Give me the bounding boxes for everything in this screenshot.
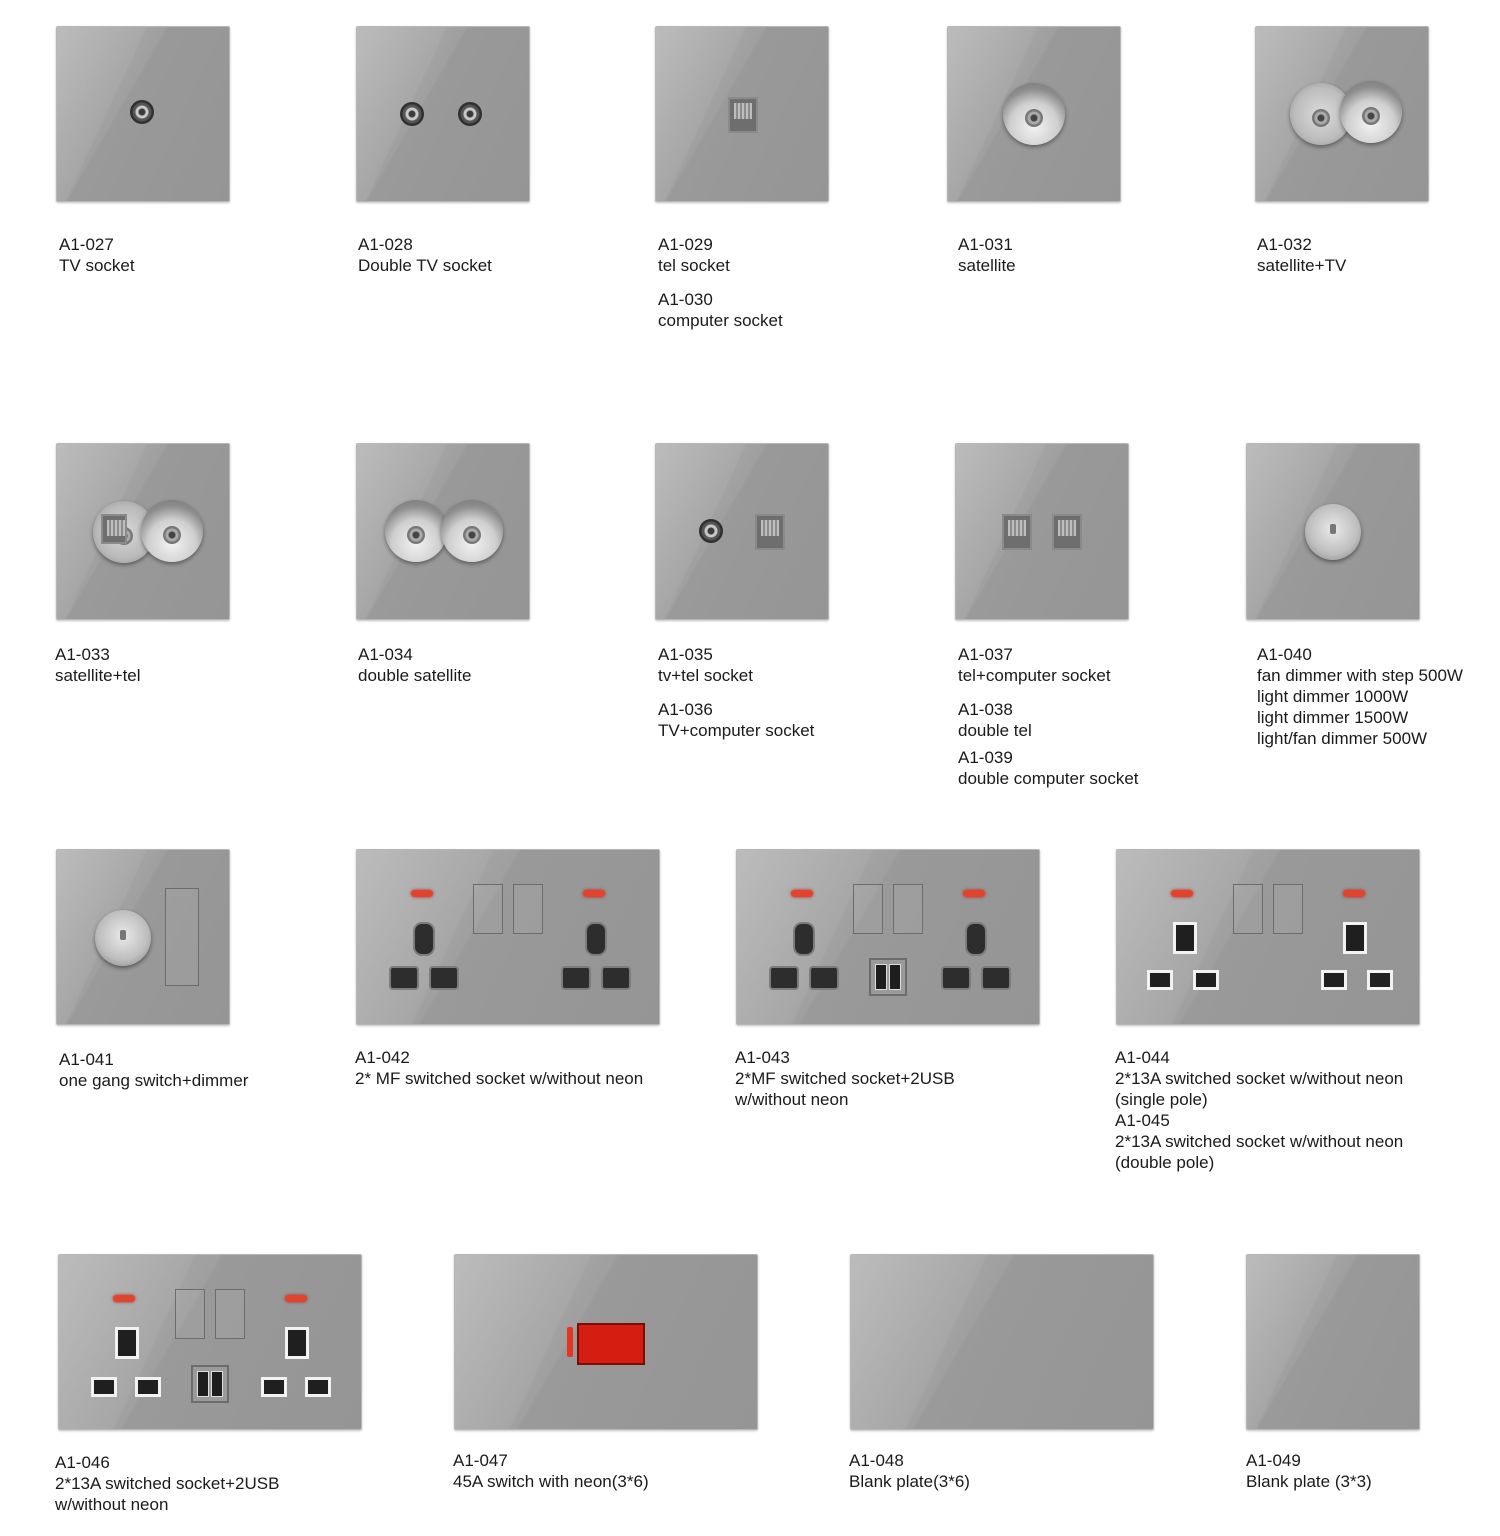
mf-socket-left xyxy=(405,922,439,956)
neon-indicator-right xyxy=(1343,890,1365,897)
product-code: A1-038 xyxy=(958,700,1013,719)
plate-a1-042 xyxy=(356,849,660,1025)
caption-a1-042 xyxy=(355,1047,643,1089)
plate-a1-049 xyxy=(1246,1254,1420,1430)
uk-neutral-pin xyxy=(1367,970,1393,990)
tv-coax-port xyxy=(130,100,154,124)
product-desc: double computer socket xyxy=(958,769,1139,788)
product-desc: 45A switch with neon(3*6) xyxy=(453,1472,649,1491)
plate-a1-028 xyxy=(356,26,530,202)
neon-indicator-right xyxy=(583,890,605,897)
plate-a1-027 xyxy=(56,26,230,202)
caption-a1-032 xyxy=(1257,234,1346,276)
product-desc: satellite xyxy=(958,256,1016,275)
product-desc: (single pole) xyxy=(1115,1090,1208,1109)
rocker-switch-left xyxy=(175,1289,205,1339)
product-desc: computer socket xyxy=(658,311,783,330)
mf-pin xyxy=(941,966,971,990)
mf-socket-left xyxy=(785,922,819,956)
rj-port xyxy=(755,514,785,550)
neon-indicator-left xyxy=(1171,890,1193,897)
product-desc: 2*MF switched socket+2USB xyxy=(735,1069,955,1088)
caption-a1-041 xyxy=(59,1049,248,1091)
red-45a-switch xyxy=(577,1323,645,1365)
plate-a1-029 xyxy=(655,26,829,202)
mf-socket-right xyxy=(577,922,611,956)
rocker-switch-right xyxy=(1273,884,1303,934)
product-code: A1-047 xyxy=(453,1451,508,1470)
usb-ports xyxy=(869,958,907,996)
product-code: A1-041 xyxy=(59,1050,114,1069)
product-desc: Double TV socket xyxy=(358,256,492,275)
caption-a1-029 xyxy=(658,234,783,331)
tel-rj-port xyxy=(101,514,127,544)
neon-indicator xyxy=(567,1327,573,1357)
plate-a1-048 xyxy=(850,1254,1154,1430)
product-desc: 2*13A switched socket+2USB xyxy=(55,1474,280,1493)
caption-a1-031 xyxy=(958,234,1016,276)
uk-earth-pin-right xyxy=(1343,922,1367,954)
product-code: A1-031 xyxy=(958,235,1013,254)
uk-earth-pin-right xyxy=(285,1327,309,1359)
product-code: A1-039 xyxy=(958,748,1013,767)
product-code: A1-027 xyxy=(59,235,114,254)
product-desc: TV socket xyxy=(59,256,135,275)
caption-a1-043 xyxy=(735,1047,955,1110)
satellite-dome-port xyxy=(1003,83,1065,145)
neon-indicator-right xyxy=(285,1295,307,1302)
uk-earth-pin-left xyxy=(1173,922,1197,954)
product-desc: TV+computer socket xyxy=(658,721,815,740)
product-code: A1-036 xyxy=(658,700,713,719)
mf-pin xyxy=(809,966,839,990)
caption-a1-047 xyxy=(453,1450,649,1492)
caption-a1-033 xyxy=(55,644,141,686)
uk-live-pin xyxy=(1147,970,1173,990)
product-desc: tel+computer socket xyxy=(958,666,1111,685)
mf-pin xyxy=(429,966,459,990)
plate-a1-035 xyxy=(655,443,829,620)
product-code: A1-037 xyxy=(958,645,1013,664)
product-code: A1-030 xyxy=(658,290,713,309)
tv-coax-port xyxy=(699,519,723,543)
mf-pin xyxy=(389,966,419,990)
tv-coax-port-right xyxy=(458,102,482,126)
rj-port-left xyxy=(1002,514,1032,550)
product-code: A1-046 xyxy=(55,1453,110,1472)
plate-a1-046 xyxy=(58,1254,362,1430)
product-desc: satellite+tel xyxy=(55,666,141,685)
product-code: A1-048 xyxy=(849,1451,904,1470)
product-desc: w/without neon xyxy=(735,1090,849,1109)
uk-earth-pin-left xyxy=(115,1327,139,1359)
caption-a1-027 xyxy=(59,234,135,276)
usb-ports xyxy=(191,1365,229,1403)
rj-port xyxy=(728,97,758,133)
plate-a1-031 xyxy=(947,26,1121,202)
product-code: A1-028 xyxy=(358,235,413,254)
caption-a1-028 xyxy=(358,234,492,276)
product-code: A1-045 xyxy=(1115,1111,1170,1130)
uk-neutral-pin xyxy=(1193,970,1219,990)
neon-indicator-right xyxy=(963,890,985,897)
dimmer-knob xyxy=(1305,504,1361,560)
product-desc: (double pole) xyxy=(1115,1153,1215,1172)
product-desc: satellite+TV xyxy=(1257,256,1347,275)
product-code: A1-040 xyxy=(1257,645,1312,664)
product-code: A1-035 xyxy=(658,645,713,664)
mf-socket-right xyxy=(957,922,991,956)
product-desc: light/fan dimmer 500W xyxy=(1257,729,1428,748)
product-desc: double tel xyxy=(958,721,1032,740)
satellite-dome-port-left xyxy=(385,500,447,562)
satellite-dome-port xyxy=(1340,81,1402,143)
rocker-switch-right xyxy=(513,884,543,934)
uk-live-pin xyxy=(91,1377,117,1397)
caption-a1-040 xyxy=(1257,644,1463,749)
uk-neutral-pin xyxy=(305,1377,331,1397)
product-desc: fan dimmer with step 500W xyxy=(1257,666,1463,685)
plate-a1-033 xyxy=(56,443,230,620)
product-code: A1-033 xyxy=(55,645,110,664)
product-desc: double satellite xyxy=(358,666,472,685)
product-code: A1-049 xyxy=(1246,1451,1301,1470)
plate-a1-034 xyxy=(356,443,530,620)
caption-a1-037 xyxy=(958,644,1139,789)
uk-neutral-pin xyxy=(135,1377,161,1397)
caption-a1-049 xyxy=(1246,1450,1372,1492)
caption-a1-035 xyxy=(658,644,814,741)
uk-live-pin xyxy=(261,1377,287,1397)
plate-a1-037 xyxy=(955,443,1129,620)
mf-pin xyxy=(981,966,1011,990)
rocker-switch xyxy=(165,888,199,986)
product-desc: one gang switch+dimmer xyxy=(59,1071,249,1090)
plate-a1-032 xyxy=(1255,26,1429,202)
neon-indicator-left xyxy=(411,890,433,897)
caption-a1-046 xyxy=(55,1452,279,1515)
plate-a1-047 xyxy=(454,1254,758,1430)
product-code: A1-044 xyxy=(1115,1048,1170,1067)
tv-coax-port-left xyxy=(400,102,424,126)
rocker-switch-left xyxy=(473,884,503,934)
product-desc: 2* MF switched socket w/without neon xyxy=(355,1069,644,1088)
rocker-switch-right xyxy=(215,1289,245,1339)
rocker-switch-left xyxy=(853,884,883,934)
mf-pin xyxy=(561,966,591,990)
neon-indicator-left xyxy=(791,890,813,897)
plate-a1-043 xyxy=(736,849,1040,1025)
neon-indicator-left xyxy=(113,1295,135,1302)
caption-a1-044 xyxy=(1115,1047,1403,1173)
product-code: A1-032 xyxy=(1257,235,1312,254)
caption-a1-048 xyxy=(849,1450,970,1492)
caption-a1-034 xyxy=(358,644,471,686)
rj-port-right xyxy=(1052,514,1082,550)
uk-live-pin xyxy=(1321,970,1347,990)
plate-a1-044 xyxy=(1116,849,1420,1025)
product-desc: w/without neon xyxy=(55,1495,169,1514)
product-desc: tel socket xyxy=(658,256,730,275)
product-code: A1-034 xyxy=(358,645,413,664)
satellite-dome-port xyxy=(141,500,203,562)
rocker-switch-left xyxy=(1233,884,1263,934)
product-desc: tv+tel socket xyxy=(658,666,753,685)
product-desc: Blank plate(3*6) xyxy=(849,1472,970,1491)
plate-a1-040 xyxy=(1246,443,1420,620)
mf-pin xyxy=(601,966,631,990)
dimmer-knob xyxy=(95,910,151,966)
product-code: A1-043 xyxy=(735,1048,790,1067)
product-code: A1-042 xyxy=(355,1048,410,1067)
product-desc: 2*13A switched socket w/without neon xyxy=(1115,1132,1404,1151)
satellite-dome-port-right xyxy=(441,500,503,562)
product-desc: light dimmer 1500W xyxy=(1257,708,1409,727)
plate-a1-041 xyxy=(56,849,230,1025)
product-desc: 2*13A switched socket w/without neon xyxy=(1115,1069,1404,1088)
product-desc: light dimmer 1000W xyxy=(1257,687,1409,706)
rocker-switch-right xyxy=(893,884,923,934)
mf-pin xyxy=(769,966,799,990)
product-code: A1-029 xyxy=(658,235,713,254)
product-desc: Blank plate (3*3) xyxy=(1246,1472,1372,1491)
